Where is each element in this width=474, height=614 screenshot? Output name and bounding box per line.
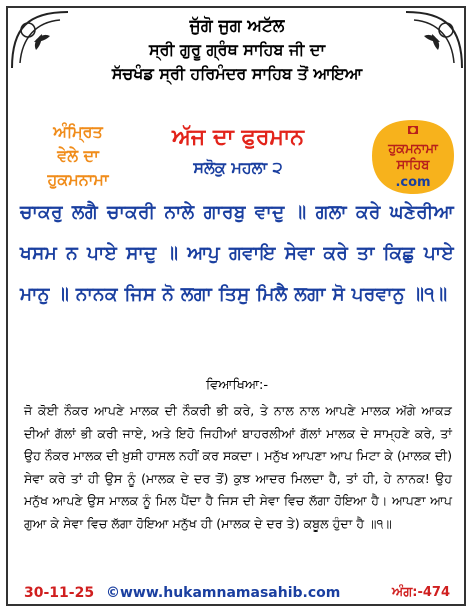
logo-text-line-1: ਹੁਕਮਨਾਮਾ bbox=[388, 142, 438, 157]
logo-text-line-3: .com bbox=[395, 175, 431, 190]
footer-ang-number: ਅੰਗ:-474 bbox=[392, 585, 450, 600]
header-line-1: ਜੁੱਗੋ ਜੁਗ ਅਟੱਲ bbox=[189, 16, 285, 36]
vyakhya-heading: ਵਿਆਖਿਆ:- bbox=[205, 378, 269, 393]
vyakhya-text: ਜੋ ਕੋਈ ਨੌਕਰ ਆਪਣੇ ਮਾਲਕ ਦੀ ਨੌਕਰੀ ਭੀ ਕਰੇ, ਤੇ ਨਾਲ ਨਾਲ ਆਪਣੇ ਮਾਲਕ ਅੱਗੇ ਆਕੜ ਦੀਆਂ ਗੱਲਾਂ ਭੀ ਕਰੀ ਜਾਏ, ਅਤੇ ਇਹੋ ਜਿਹੀਆਂ ਬਾਹਰਲੀਆਂ ਗੱਲਾਂ ਮਾਲਕ ਦੇ ਸਾਮ੍ਹਣੇ ਕਰੇ, ਤਾਂ ਉਹ ਨੌਕਰ ਮਾਲਕ ਦੀ ਖ਼ੁਸ਼ੀ ਹਾਸਲ ਨਹੀਂ ਕਰ ਸਕਦਾ। ਮਨੁੱਖ ਆਪਣਾ ਆਪ ਮਿਟਾ ਕੇ (ਮਾਲਕ ਦੀ) ਸੇਵਾ ਕਰੇ ਤਾਂ ਹੀ ਉਸ ਨੂੰ (ਮਾਲਕ ਦੇ ਦਰ ਤੋਂ) ਕੁਝ ਆਦਰ ਮਿਲਦਾ ਹੈ, ਤਾਂ ਹੀ, ਹੇ ਨਾਨਕ! ਉਹ ਮਨੁੱਖ ਆਪਣੇ ਉਸ ਮਾਲਕ ਨੂੰ ਮਿਲ ਪੈਂਦਾ ਹੈ ਜਿਸ ਦੀ ਸੇਵਾ ਵਿਚ ਲੱਗਾ ਹੋਇਆ ਹੈ। ਆਪਣਾ ਆਪ ਗੁਆ ਕੇ ਸੇਵਾ ਵਿਚ ਲੱਗਾ ਹੋਇਆ ਮਨੁੱਖ ਹੀ (ਮਾਲਕ ਦੇ ਦਰ ਤੇ) ਕਬੂਲ ਹੁੰਦਾ ਹੈ ॥੧॥ bbox=[24, 403, 452, 531]
salok-heading: ਸਲੋਕੁ ਮਹਲਾ ੨ bbox=[193, 158, 283, 177]
amrit-vele-line-1: ਅੰਮ੍ਰਿਤ bbox=[53, 122, 103, 141]
footer-website-link[interactable]: ©www.hukamnamasahib.com bbox=[106, 585, 341, 601]
header-line-3: ਸੱਚਖੰਡ ਸ੍ਰੀ ਹਰਿਮੰਦਰ ਸਾਹਿਬ ਤੋਂ ਆਇਆ bbox=[111, 64, 363, 83]
shabad-text: ਚਾਕਰੁ ਲਗੈ ਚਾਕਰੀ ਨਾਲੇ ਗਾਰਬੁ ਵਾਦੁ ॥ ਗਲਾ ਕਰੇ ਘਣੇਰੀਆ ਖਸਮ ਨ ਪਾਏ ਸਾਦੁ ॥ ਆਪੁ ਗਵਾਇ ਸੇਵਾ ਕਰੇ ਤਾ ਕਿਛੁ ਪਾਏ ਮਾਨੁ ॥ ਨਾਨਕ ਜਿਸ ਨੋ ਲਗਾ ਤਿਸੁ ਮਿਲੈ ਲਗਾ ਸੋ ਪਰਵਾਨੁ ॥੧॥ bbox=[20, 202, 454, 305]
amrit-vele-line-2: ਵੇਲੇ ਦਾ bbox=[57, 146, 99, 165]
header-line-2: ਸ੍ਰੀ ਗੁਰੂ ਗ੍ਰੰਥ ਸਾਹਿਬ ਜੀ ਦਾ bbox=[148, 40, 326, 59]
amrit-vele-line-3: ਹੁਕਮਨਾਮਾ bbox=[47, 170, 109, 189]
hukamnama-sahib-logo bbox=[370, 118, 456, 196]
logo-text-line-2: ਸਾਹਿਬ bbox=[396, 158, 430, 173]
page-title: ਅੱਜ ਦਾ ਫੁਰਮਾਨ bbox=[172, 125, 304, 150]
footer bbox=[14, 585, 460, 605]
amrit-vele-title bbox=[28, 120, 128, 192]
footer-date: 30-11-25 bbox=[24, 585, 95, 601]
